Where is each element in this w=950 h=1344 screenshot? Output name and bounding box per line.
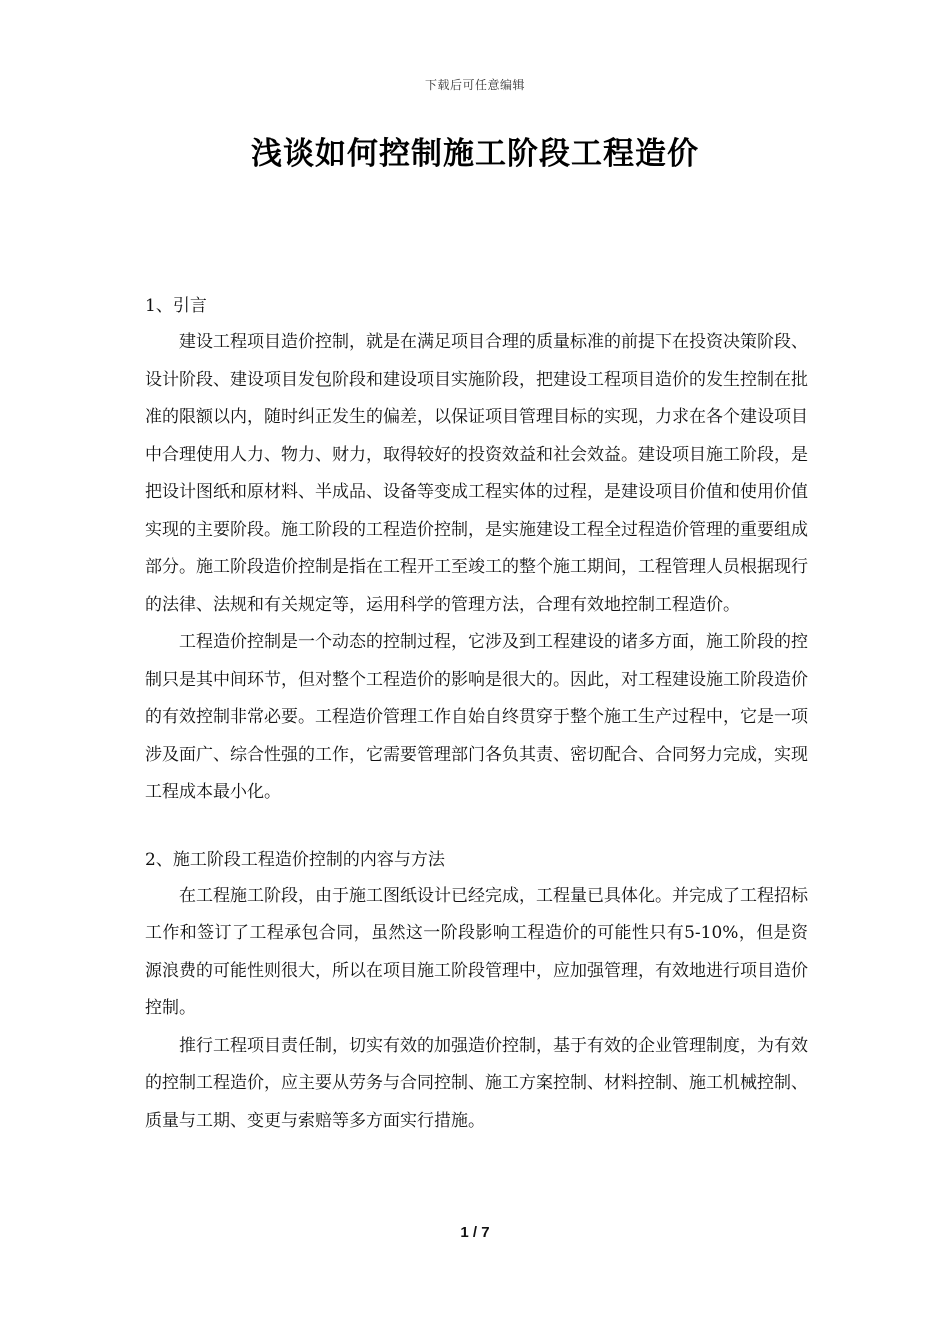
section-spacer <box>145 812 808 842</box>
document-body <box>145 288 808 1140</box>
page-number: 1 / 7 <box>460 1224 490 1241</box>
paragraph: 工程造价控制是一个动态的控制过程，它涉及到工程建设的诸多方面，施工阶段的控制只是其中间环节，但对整个工程造价的影响是很大的。因此，对工程建设施工阶段造价的有效控制非常必要。工程造价管理工作自始自终贯穿于整个施工生产过程中，它是一项涉及面广、综合性强的工作，它需要管理部门各负其责、密切配合、合同努力完成，实现工程成本最小化。 <box>145 632 808 802</box>
section-heading: 1、引言 <box>145 296 207 316</box>
header-note: 下载后可任意编辑 <box>424 78 525 92</box>
section-content-and-methods <box>145 842 808 1141</box>
document-title: 浅谈如何控制施工阶段工程造价 <box>251 136 699 172</box>
paragraph: 在工程施工阶段，由于施工图纸设计已经完成，工程量已具体化。并完成了工程招标工作和签订了工程承包合同，虽然这一阶段影响工程造价的可能性只有5-10%，但是资源浪费的可能性则很大，所以在项目施工阶段管理中，应加强管理，有效地进行项目造价控制。 <box>145 885 808 1018</box>
section-introduction <box>145 288 808 812</box>
paragraph: 推行工程项目责任制，切实有效的加强造价控制，基于有效的企业管理制度，为有效的控制工程造价，应主要从劳务与合同控制、施工方案控制、材料控制、施工机械控制、质量与工期、变更与索赔等多方面实行措施。 <box>145 1035 808 1131</box>
paragraph: 建设工程项目造价控制，就是在满足项目合理的质量标准的前提下在投资决策阶段、设计阶段、建设项目发包阶段和建设项目实施阶段，把建设工程项目造价的发生控制在批准的限额以内，随时纠正发生的偏差，以保证项目管理目标的实现，力求在各个建设项目中合理使用人力、物力、财力，取得较好的投资效益和社会效益。建设项目施工阶段，是把设计图纸和原材料、半成品、设备等变成工程实体的过程，是建设项目价值和使用价值实现的主要阶段。施工阶段的工程造价控制，是实施建设工程全过程造价管理的重要组成部分。施工阶段造价控制是指在工程开工至竣工的整个施工期间，工程管理人员根据现行的法律、法规和有关规定等，运用科学的管理方法，合理有效地控制工程造价。 <box>145 332 808 615</box>
section-heading: 2、施工阶段工程造价控制的内容与方法 <box>145 849 445 870</box>
